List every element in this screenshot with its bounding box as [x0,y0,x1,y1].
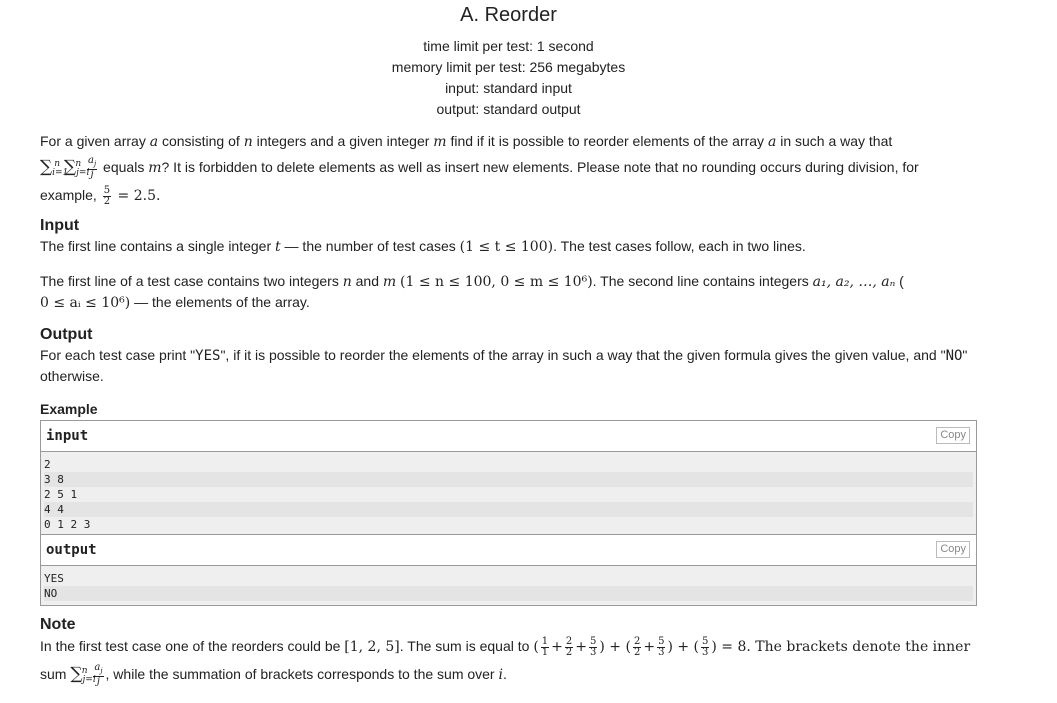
formula-sum: $\sum_{i=1}^n$ $\sum_{j=i}^n$ $\frac{a_j}{j}$ [40,155,97,181]
copy-input-button[interactable]: Copy [936,427,970,444]
problem-header [0,0,1017,120]
example-label: Example [40,401,98,417]
sample-output-label: output [46,542,97,558]
note-expression: ( $\frac{1}{1}$ + $\frac{2}{2}$ + $\frac{5}{3}$ ) + ( $\frac{2}{2}$ + $\frac{5}{3}$ ) + ( $\frac{5}{3}$ ) [533,635,717,658]
input-line: 2 5 1 [44,488,78,501]
input-line: 3 8 [44,472,973,487]
output-title: Output [40,326,93,343]
input-title: Input [40,217,80,234]
sample-input-body[interactable] [41,452,976,534]
input-line: 4 4 [44,502,973,517]
output-file: output: standard output [436,101,581,117]
output-line: NO [44,586,973,601]
sample-output-header [41,535,976,566]
statement-paragraph: For a given array a consisting of n integers and a given integer m find if it is possible to reorder elements of the array a in such a way that $\sum_{i=1}^n$ $\sum_{j=i}^n$ $\frac{a_j}{j}$ equals m? It is forbidden to delete elements as well as insert new elements. Please note that no rounding occurs during division, for example, $\frac{5}{2}$ = 2.5. [40,133,919,207]
input-file: input: standard input [445,80,572,96]
sample-test [40,420,977,606]
output-paragraph: For each test case print "YES", if it is possible to reorder the elements of the array in such a way that the given formula gives the given value, and "NO" otherwise. [40,347,968,384]
output-line: YES [44,572,64,585]
note-title: Note [40,616,76,633]
input-line: 0 1 2 3 [44,518,91,531]
copy-output-button[interactable]: Copy [936,541,970,558]
input-paragraph-1: The first line contains a single integer t — the number of test cases (1 ≤ t ≤ 100). The test cases follow, each in two lines. [40,238,806,255]
problem-title: A. Reorder [460,4,557,26]
sample-input-header [41,421,976,452]
sample-output-body[interactable] [41,566,976,605]
sample-input-label: input [46,428,89,444]
input-paragraph-2: The first line of a test case contains two integers n and m (1 ≤ n ≤ 100, 0 ≤ m ≤ 10⁶). The second line contains integers a₁, a₂, …, aₙ ( 0 ≤ aᵢ ≤ 10⁶) — the elements of the array. [40,273,904,311]
memory-limit: memory limit per test: 256 megabytes [391,59,626,75]
note-paragraph: In the first test case one of the reorders could be [1, 2, 5]. The sum is equal to ( $\frac{1}{1}$ + $\frac{2}{2}$ + $\frac{5}{3}$ ) + ( $\frac{2}{2}$ + $\frac{5}{3}$ ) + ( $\frac{5}{3}$ ) = 8. The brackets denote the inner sum $\sum_{j=i}^n$ $\frac{a_j}{j}$ , while the summation of brackets corresponds to the sum over i. [40,635,971,687]
input-line: 2 [44,458,51,471]
time-limit: time limit per test: 1 second [423,38,594,54]
